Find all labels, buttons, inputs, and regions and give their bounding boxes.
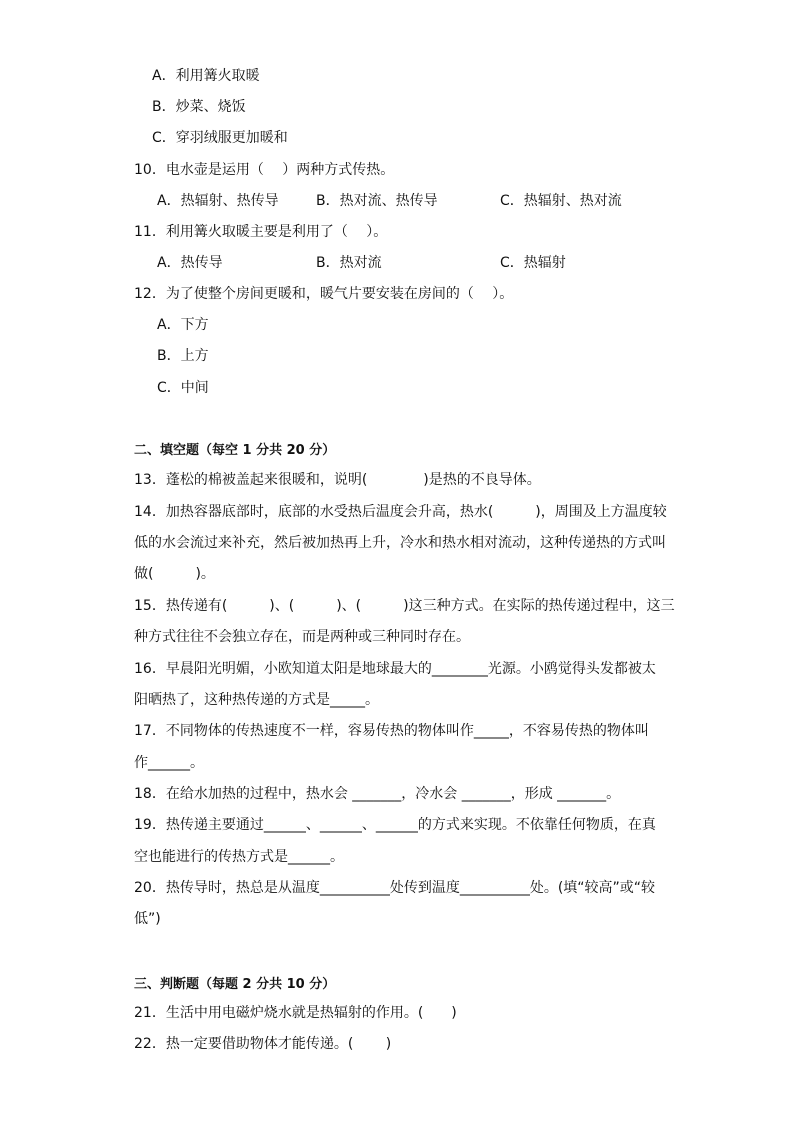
q10-option-a: A．热辐射、热传导	[157, 193, 279, 209]
question-13: 13．蓬松的棉被盖起来很暖和，说明( )是热的不良导体。	[134, 472, 541, 488]
q12-option-c: C．中间	[157, 380, 209, 396]
q12-option-b: B．上方	[157, 348, 209, 364]
q12-option-a: A．下方	[157, 317, 209, 333]
section-3-title: 三、判断题（每题 2 分共 10 分）	[134, 977, 336, 992]
q9-option-c: C．穿羽绒服更加暖和	[152, 130, 288, 146]
question-20-line-1: 20．热传导时，热总是从温度__________处传到温度__________处。(填“较高”或“较	[134, 880, 656, 896]
question-18: 18．在给水加热的过程中，热水会 _______，冷水会 _______，形成 _______。	[134, 786, 621, 802]
question-10-stem: 10．电水壶是运用（ ）两种方式传热。	[134, 162, 395, 178]
question-11-stem: 11．利用篝火取暖主要是利用了（ ）。	[134, 224, 388, 240]
question-12-stem: 12．为了使整个房间更暖和，暖气片要安装在房间的（ ）。	[134, 286, 514, 302]
question-20-line-2: 低”)	[134, 911, 161, 927]
question-16-line-1: 16．早晨阳光明媚，小欧知道太阳是地球最大的________光源。小鸥觉得头发都被太	[134, 661, 656, 677]
question-15-line-2: 种方式往往不会独立存在，而是两种或三种同时存在。	[134, 629, 470, 645]
question-22: 22．热一定要借助物体才能传递。( )	[134, 1036, 392, 1052]
q9-option-a: A．利用篝火取暖	[152, 68, 260, 84]
q10-option-b: B．热对流、热传导	[316, 193, 438, 209]
question-19-line-1: 19．热传递主要通过______、______、______的方式来实现。不依靠任何物质，在真	[134, 817, 656, 833]
question-17-line-1: 17．不同物体的传热速度不一样，容易传热的物体叫作_____，不容易传热的物体叫	[134, 723, 649, 739]
q11-option-b: B．热对流	[316, 255, 382, 271]
section-2-title: 二、填空题（每空 1 分共 20 分）	[134, 443, 336, 458]
q10-option-c: C．热辐射、热对流	[500, 193, 622, 209]
question-17-line-2: 作______。	[134, 755, 204, 771]
q11-option-a: A．热传导	[157, 255, 223, 271]
question-21: 21．生活中用电磁炉烧水就是热辐射的作用。( )	[134, 1005, 457, 1021]
q9-option-b: B．炒菜、烧饭	[152, 99, 246, 115]
question-19-line-2: 空也能进行的传热方式是______。	[134, 849, 344, 865]
question-16-line-2: 阳晒热了，这种热传递的方式是_____。	[134, 692, 379, 708]
question-14-line-1: 14．加热容器底部时，底部的水受热后温度会升高，热水( )，周围及上方温度较	[134, 504, 667, 520]
q11-option-c: C．热辐射	[500, 255, 566, 271]
question-15-line-1: 15．热传递有( )、( )、( )这三种方式。在实际的热传递过程中，这三	[134, 598, 675, 614]
question-14-line-2: 低的水会流过来补充，然后被加热再上升，冷水和热水相对流动，这种传递热的方式叫	[134, 535, 666, 551]
question-14-line-3: 做( )。	[134, 566, 215, 582]
